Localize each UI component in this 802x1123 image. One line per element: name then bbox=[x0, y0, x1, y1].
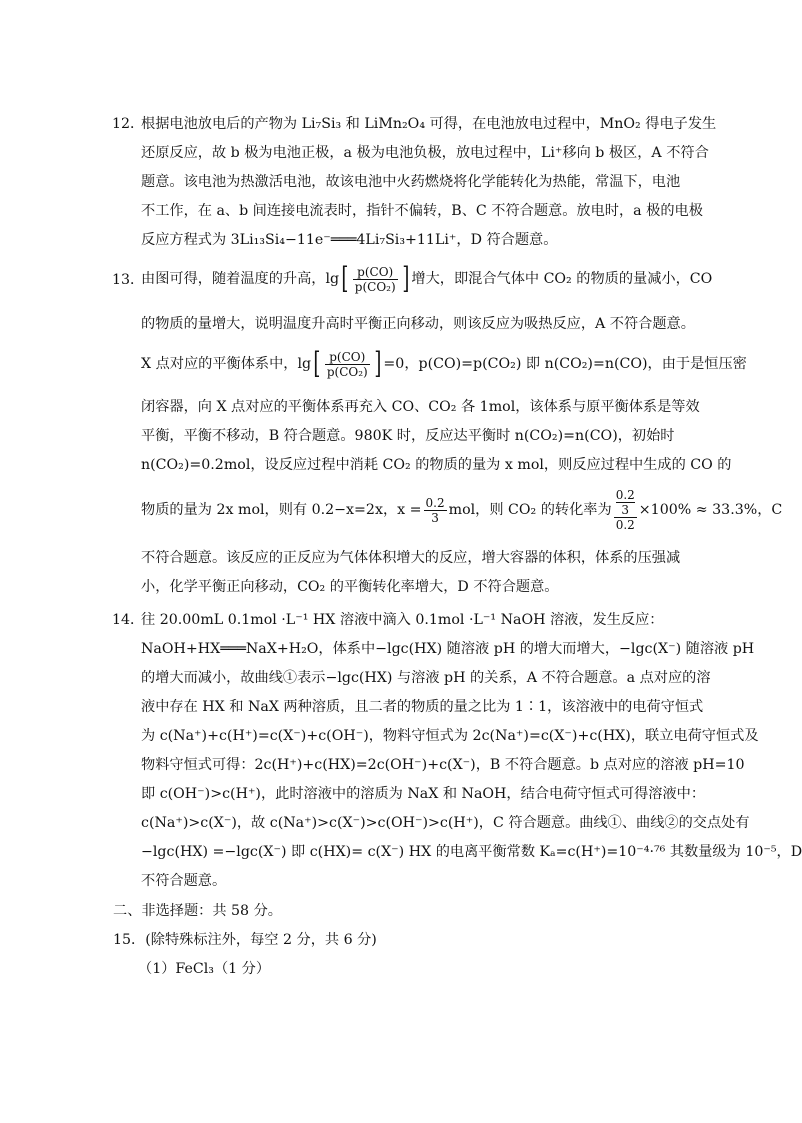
text-line: 不符合题意。该反应的正反应为气体体积增大的反应，增大容器的体积，体系的压强减 bbox=[141, 550, 681, 566]
fraction-x: $\frac{0.2}{3}$ bbox=[425, 495, 445, 525]
text-line: 物料守恒式可得：2c(H⁺)+c(HX)=2c(OH⁻)+c(X⁻)，B 不符合题意。b 点对应的溶液 pH=10 bbox=[141, 757, 745, 773]
text-line: 平衡，平衡不移动，B 符合题意。980K 时，反应达平衡时 n(CO₂)=n(CO)，初始时 bbox=[141, 428, 675, 444]
text-line: 为 c(Na⁺)+c(H⁺)=c(X⁻)+c(OH⁻)，物料守恒式为 2c(Na⁺)=c(X⁻)+c(HX)，联立电荷守恒式及 bbox=[141, 728, 759, 744]
text-line: 闭容器，向 X 点对应的平衡体系再充入 CO、CO₂ 各 1mol，该体系与原平衡体系是等效 bbox=[141, 399, 700, 415]
question-number: 14． bbox=[112, 612, 145, 628]
text-line: 根据电池放电后的产物为 Li₇Si₃ 和 LiMn₂O₄ 可得，在电池放电过程中，MnO₂ 得电子发生 bbox=[141, 116, 717, 132]
text-line: 不工作，在 a、b 间连接电流表时，指针不偏转，B、C 不符合题意。放电时，a 极的电极 bbox=[141, 203, 703, 219]
question-14-body bbox=[113, 606, 802, 896]
question-13 bbox=[112, 261, 783, 602]
question-12-body bbox=[113, 110, 717, 255]
text-line: −lgc(HX) =−lgc(X⁻) 即 c(HX)= c(X⁻) HX 的电离平衡常数 Kₐ=c(H⁺)=10⁻⁴·⁷⁶ 其数量级为 10⁻⁵，D bbox=[141, 844, 802, 860]
text-line: 液中存在 HX 和 NaX 两种溶质，且二者的物质的量之比为 1∶1，该溶液中的电荷守恒式 bbox=[141, 699, 704, 715]
text-line: 往 20.00mL 0.1mol ·L⁻¹ HX 溶液中滴入 0.1mol ·L⁻¹ NaOH 溶液，发生反应： bbox=[141, 612, 664, 628]
question-14 bbox=[112, 606, 802, 896]
question-12 bbox=[112, 110, 717, 255]
text-line: 的增大而减小，故曲线①表示−lgc(HX) 与溶液 pH 的关系，A 不符合题意。a 点对应的溶 bbox=[141, 670, 711, 686]
question-13-body bbox=[113, 261, 783, 602]
text-line: 即 c(OH⁻)>c(H⁺)，此时溶液中的溶质为 NaX 和 NaOH，结合电荷守恒式可得溶液中： bbox=[141, 786, 706, 802]
question-15-answer-1: （1）FeCl₃（1 分） bbox=[138, 961, 271, 977]
fraction-pco-pco2: $\frac{p(CO)}{\text{p(CO₂)}}$ bbox=[354, 264, 396, 294]
text-line: 小，化学平衡正向移动，CO₂ 的平衡转化率增大，D 不符合题意。 bbox=[141, 579, 559, 595]
fraction-pco-pco2: $\frac{p(CO)}{\text{p(CO₂)}}$ bbox=[326, 349, 368, 379]
text-line: 由图可得，随着温度的升高，lg[ $\frac{p(CO)}{\text{p(CO₂)}}$ ] 增大，即混合气体中 CO₂ 的物质的量减小，CO bbox=[141, 261, 713, 296]
text-line: 反应方程式为 3Li₁₃Si₄−11e⁻═══4Li₇Si₃+11Li⁺，D 符合题意。 bbox=[141, 232, 558, 248]
question-15-title: 15．(除特殊标注外，每空 2 分，共 6 分) bbox=[113, 932, 377, 948]
text-line: n(CO₂)=0.2mol，设反应过程中消耗 CO₂ 的物质的量为 x mol，则反应过程中生成的 CO 的 bbox=[141, 457, 732, 473]
text-line: 不符合题意。 bbox=[141, 873, 227, 889]
text-line: NaOH+HX═══NaX+H₂O，体系中−lgc(HX) 随溶液 pH 的增大而增大，−lgc(X⁻) 随溶液 pH bbox=[141, 641, 755, 657]
text-line: 还原反应，故 b 极为电池正极，a 极为电池负极，放电过程中，Li⁺移向 b 极区，A 不符合 bbox=[141, 145, 709, 161]
section-heading: 二、非选择题：共 58 分。 bbox=[113, 903, 282, 919]
text-line: X 点对应的平衡体系中，lg[ $\frac{p(CO)}{\text{p(CO₂)}}$ ] =0，p(CO)=p(CO₂) 即 n(CO₂)=n(CO)，由于是恒压密 bbox=[141, 346, 747, 381]
text-line: 题意。该电池为热激活电池，故该电池中火药燃烧将化学能转化为热能，常温下，电池 bbox=[141, 174, 681, 190]
text-line: 物质的量为 2x mol，则有 0.2−x=2x，x = $\frac{0.2}{3}$ mol，则 CO₂ 的转化率为 0.2 3 0.2 ×100% ≈ 33.3%，C bbox=[141, 488, 783, 532]
text-line: c(Na⁺)>c(X⁻)，故 c(Na⁺)>c(X⁻)>c(OH⁻)>c(H⁺)，C 符合题意。曲线①、曲线②的交点处有 bbox=[141, 815, 750, 831]
question-number: 12． bbox=[112, 116, 145, 132]
fraction-conversion: 0.2 3 0.2 bbox=[615, 488, 635, 532]
question-number: 13． bbox=[112, 272, 145, 288]
text-line: 的物质的量增大，说明温度升高时平衡正向移动，则该反应为吸热反应，A 不符合题意。 bbox=[141, 316, 695, 332]
